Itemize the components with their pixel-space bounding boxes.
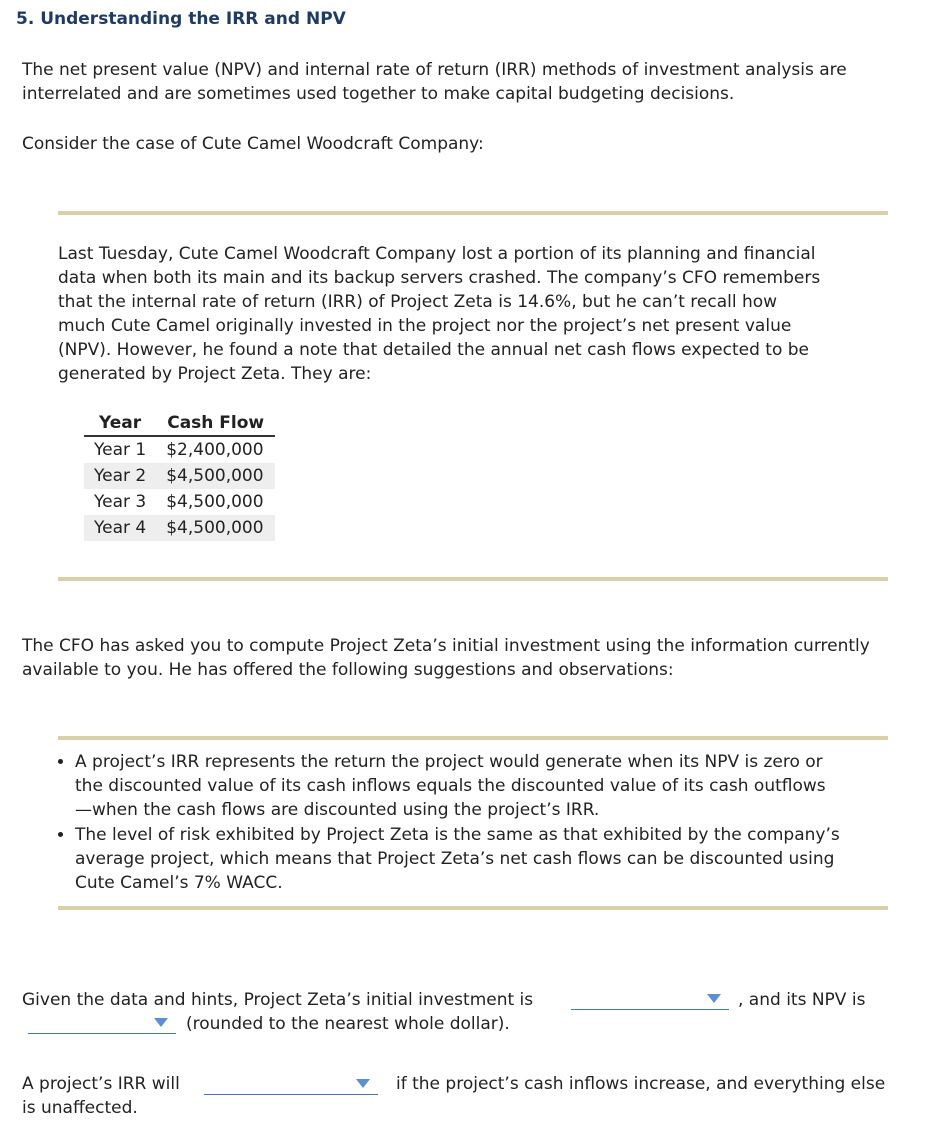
cash-flow-cell: $2,400,000 [166,440,264,460]
section-divider [58,577,888,581]
cash-flow-table [84,410,275,541]
hint-line: average project, which means that Project Zeta’s net cash flows can be discounted using [75,849,835,869]
cfo-line: The CFO has asked you to compute Project Zeta’s initial investment using the information currently [22,636,870,656]
chevron-down-icon [707,994,721,1003]
intro-line: The net present value (NPV) and internal rate of return (IRR) methods of investment analysis are [22,60,847,80]
cfo-line: available to you. He has offered the following suggestions and observations: [22,660,674,680]
cfo-paragraph [22,634,870,682]
question-irr-condition-text: if the project’s cash inflows increase, and everything else [396,1074,886,1094]
hint-line: the discounted value of its cash inflows equals the discounted value of its cash outflows [75,776,826,796]
question-irr-end-text: is unaffected. [22,1098,138,1118]
case-line: much Cute Camel originally invested in the project nor the project’s net present value [58,316,792,336]
page-title: 5. Understanding the IRR and NPV [16,9,346,29]
section-divider [58,906,888,910]
chevron-down-icon [356,1079,370,1088]
section-divider [58,211,888,215]
question-irr-text: A project’s IRR will [22,1074,180,1094]
hint-line: • The level of risk exhibited by Project Zeta is the same as that exhibited by the company’s [75,825,840,845]
year-cell: Year 4 [84,515,156,541]
column-header-cash-flow: Cash Flow [156,410,275,436]
question-investment-text: Given the data and hints, Project Zeta’s initial investment is [22,990,534,1010]
cash-flow-cell: $4,500,000 [166,492,264,512]
year-cell: Year 2 [84,463,156,489]
hint-line: Cute Camel’s 7% WACC. [75,873,283,893]
section-divider [58,736,888,740]
cash-flow-cell: $4,500,000 [156,463,275,489]
question-npv-text: , and its NPV is [738,990,866,1010]
table-row [84,515,275,541]
case-line: generated by Project Zeta. They are: [58,364,372,384]
table-header-row [84,410,275,436]
intro-line: interrelated and are sometimes used together to make capital budgeting decisions. [22,84,735,104]
case-paragraph [58,242,878,386]
rounding-note-text: (rounded to the nearest whole dollar). [186,1014,510,1034]
consider-text: Consider the case of Cute Camel Woodcraft Company: [22,134,484,154]
cash-flow-cell: $4,500,000 [156,515,275,541]
initial-investment-dropdown[interactable] [571,991,729,1010]
npv-dropdown[interactable] [28,1015,176,1034]
list-item [75,750,910,822]
intro-paragraph [22,58,847,106]
case-line: (NPV). However, he found a note that detailed the annual net cash flows expected to be [58,340,810,360]
case-line: data when both its main and its backup servers crashed. The company’s CFO remembers [58,268,821,288]
table-row [84,489,275,515]
hint-line: —when the cash flows are discounted using the project’s IRR. [75,800,600,820]
list-item [75,823,910,895]
case-line: that the internal rate of return (IRR) of Project Zeta is 14.6%, but he can’t recall how [58,292,778,312]
year-cell: Year 1 [94,440,147,460]
chevron-down-icon [154,1018,168,1027]
table-row [84,463,275,489]
hints-list [58,750,910,896]
hint-line: • A project’s IRR represents the return the project would generate when its NPV is zero or [75,752,823,772]
irr-change-dropdown[interactable] [204,1076,378,1095]
case-line: Last Tuesday, Cute Camel Woodcraft Company lost a portion of its planning and financial [58,244,816,264]
table-row [84,436,275,463]
column-header-year: Year [84,410,156,436]
year-cell: Year 3 [94,492,147,512]
